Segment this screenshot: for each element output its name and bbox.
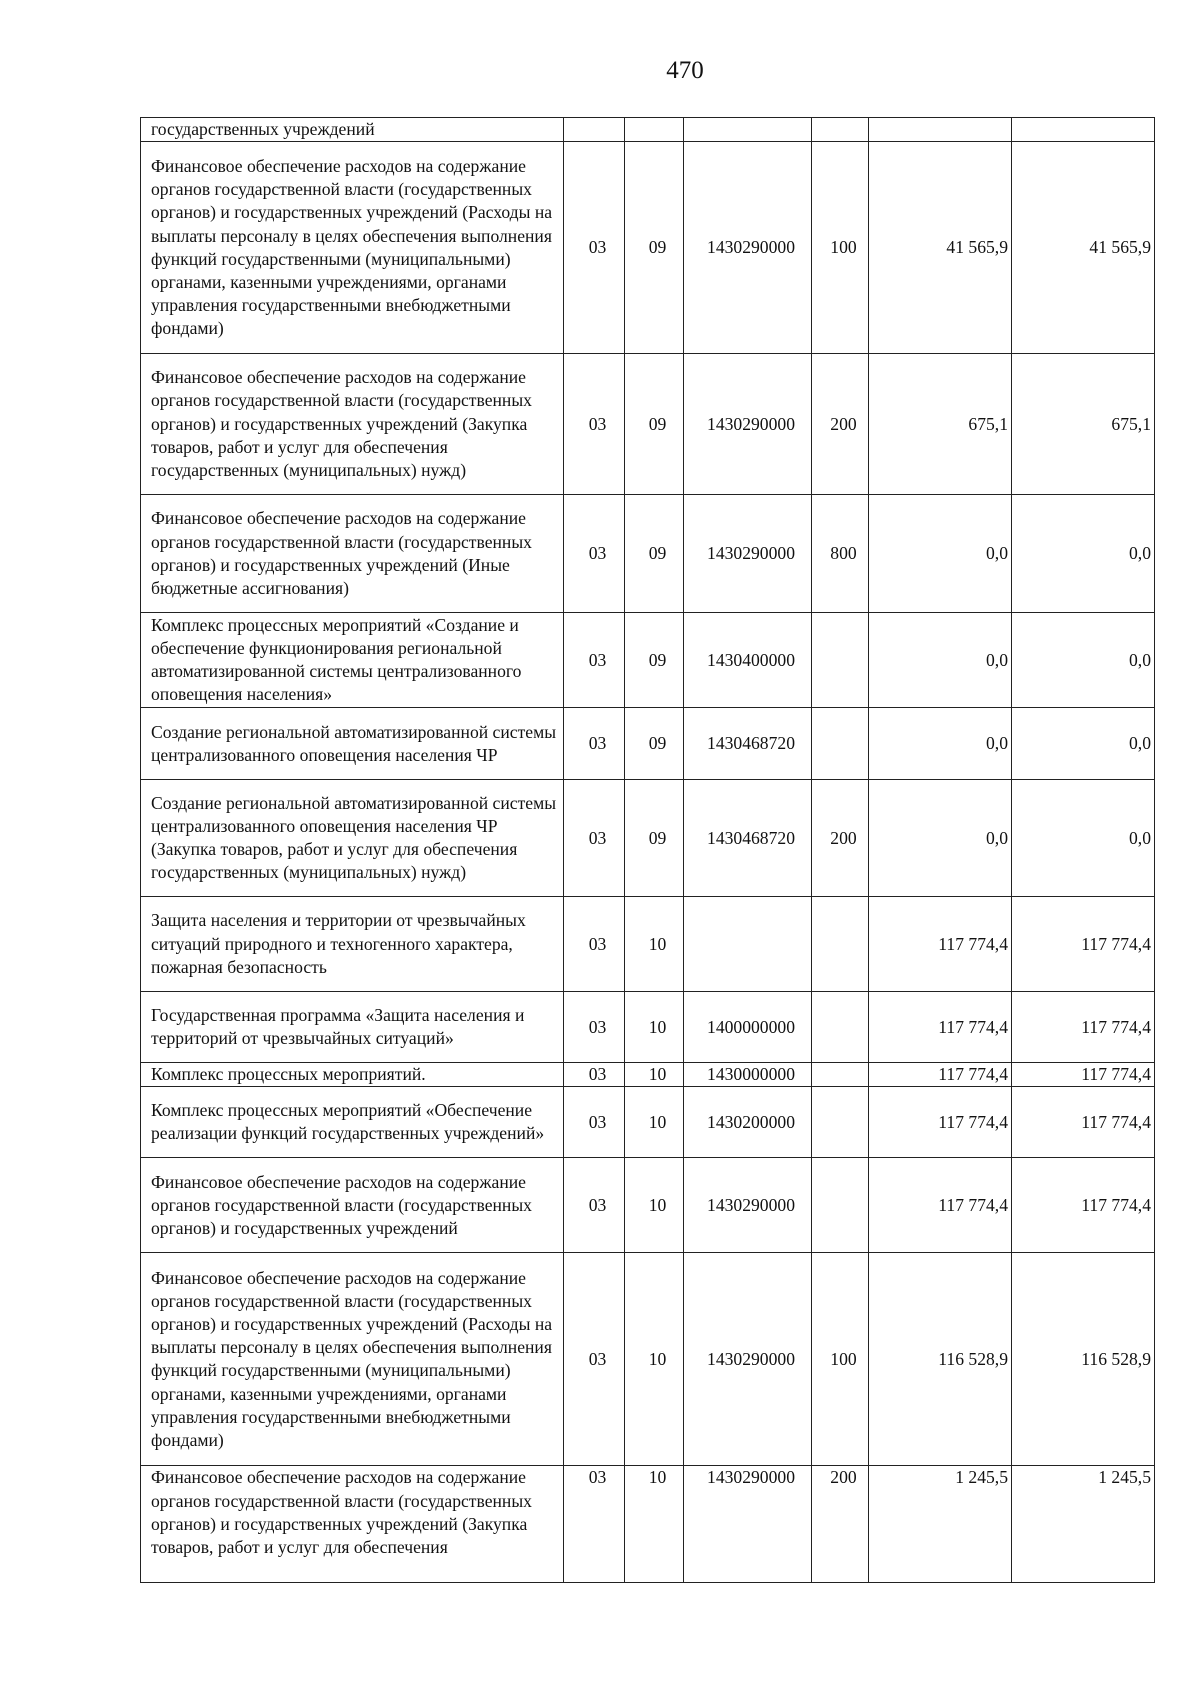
row-expense-type: 800	[812, 495, 869, 613]
row-expense-type: 200	[812, 1466, 869, 1583]
table-row	[141, 992, 1155, 1063]
table-row	[141, 118, 1155, 142]
row-subsection: 09	[625, 780, 684, 897]
row-target-article: 1430290000	[684, 142, 812, 354]
row-description: государственных учреждений	[141, 118, 564, 142]
row-target-article: 1430468720	[684, 780, 812, 897]
row-target-article: 1430290000	[684, 1158, 812, 1253]
row-amount-2: 117 774,4	[1012, 897, 1155, 992]
row-target-article: 1430290000	[684, 1253, 812, 1466]
row-expense-type	[812, 1158, 869, 1253]
row-subsection: 09	[625, 613, 684, 708]
row-amount-1: 117 774,4	[869, 1158, 1012, 1253]
row-description: Создание региональной автоматизированной системы централизованного оповещения населения ЧР	[141, 708, 564, 780]
table-row	[141, 708, 1155, 780]
row-description: Комплекс процессных мероприятий «Создание и обеспечение функционирования региональной автоматизированной системы централизованного оповещения населения»	[141, 613, 564, 708]
row-subsection: 09	[625, 495, 684, 613]
row-amount-2: 117 774,4	[1012, 1158, 1155, 1253]
row-section	[564, 118, 625, 142]
row-description: Финансовое обеспечение расходов на содержание органов государственной власти (государственных органов) и государственных учреждений	[141, 1158, 564, 1253]
row-target-article: 1430200000	[684, 1087, 812, 1158]
row-section: 03	[564, 897, 625, 992]
row-description: Финансовое обеспечение расходов на содержание органов государственной власти (государственных органов) и государственных учреждений (Иные бюджетные ассигнования)	[141, 495, 564, 613]
row-amount-2: 1 245,5	[1012, 1466, 1155, 1583]
row-section: 03	[564, 495, 625, 613]
row-description: Финансовое обеспечение расходов на содержание органов государственной власти (государственных органов) и государственных учреждений (Расходы на выплаты персоналу в целях обеспечения выполнения функций государственными (муниципальными) органами, казенными учреждениями, органами управления государственными внебюджетными фондами)	[141, 142, 564, 354]
row-section: 03	[564, 1253, 625, 1466]
row-target-article	[684, 897, 812, 992]
row-subsection: 10	[625, 1466, 684, 1583]
row-description: Комплекс процессных мероприятий.	[141, 1063, 564, 1087]
table-row	[141, 1466, 1155, 1583]
row-section: 03	[564, 1087, 625, 1158]
row-expense-type	[812, 708, 869, 780]
row-amount-2: 117 774,4	[1012, 1063, 1155, 1087]
row-target-article: 1430000000	[684, 1063, 812, 1087]
table-row	[141, 1253, 1155, 1466]
row-amount-1: 0,0	[869, 613, 1012, 708]
row-subsection: 09	[625, 142, 684, 354]
row-expense-type	[812, 1087, 869, 1158]
row-target-article: 1430290000	[684, 495, 812, 613]
table-row	[141, 780, 1155, 897]
row-target-article: 1430400000	[684, 613, 812, 708]
row-expense-type: 200	[812, 354, 869, 495]
row-expense-type	[812, 1063, 869, 1087]
row-subsection: 09	[625, 354, 684, 495]
row-section: 03	[564, 354, 625, 495]
row-amount-2: 0,0	[1012, 613, 1155, 708]
row-subsection: 10	[625, 1158, 684, 1253]
row-expense-type: 100	[812, 1253, 869, 1466]
row-subsection: 10	[625, 1253, 684, 1466]
row-amount-2: 0,0	[1012, 495, 1155, 613]
row-subsection: 10	[625, 897, 684, 992]
row-amount-2: 116 528,9	[1012, 1253, 1155, 1466]
row-amount-2: 117 774,4	[1012, 992, 1155, 1063]
row-description: Создание региональной автоматизированной системы централизованного оповещения населения ЧР (Закупка товаров, работ и услуг для обеспечения государственных (муниципальных) нужд)	[141, 780, 564, 897]
row-amount-2: 0,0	[1012, 780, 1155, 897]
row-amount-1	[869, 118, 1012, 142]
row-description: Защита населения и территории от чрезвычайных ситуаций природного и техногенного характера, пожарная безопасность	[141, 897, 564, 992]
row-amount-1: 41 565,9	[869, 142, 1012, 354]
row-amount-1: 117 774,4	[869, 1087, 1012, 1158]
row-expense-type: 200	[812, 780, 869, 897]
row-expense-type: 100	[812, 142, 869, 354]
page-number: 470	[666, 57, 704, 84]
row-subsection	[625, 118, 684, 142]
table-row	[141, 1087, 1155, 1158]
row-section: 03	[564, 613, 625, 708]
row-subsection: 09	[625, 708, 684, 780]
row-subsection: 10	[625, 1063, 684, 1087]
row-amount-1: 0,0	[869, 495, 1012, 613]
row-expense-type	[812, 118, 869, 142]
row-section: 03	[564, 708, 625, 780]
row-section: 03	[564, 1063, 625, 1087]
row-amount-1: 117 774,4	[869, 992, 1012, 1063]
row-target-article	[684, 118, 812, 142]
row-amount-2: 675,1	[1012, 354, 1155, 495]
row-amount-1: 116 528,9	[869, 1253, 1012, 1466]
table-row	[141, 354, 1155, 495]
row-amount-1: 0,0	[869, 780, 1012, 897]
row-amount-2: 0,0	[1012, 708, 1155, 780]
row-expense-type	[812, 992, 869, 1063]
row-expense-type	[812, 613, 869, 708]
row-target-article: 1430290000	[684, 354, 812, 495]
table-row	[141, 1063, 1155, 1087]
row-amount-1: 0,0	[869, 708, 1012, 780]
row-subsection: 10	[625, 1087, 684, 1158]
row-section: 03	[564, 1466, 625, 1583]
row-amount-1: 1 245,5	[869, 1466, 1012, 1583]
row-target-article: 1430290000	[684, 1466, 812, 1583]
row-section: 03	[564, 142, 625, 354]
row-section: 03	[564, 780, 625, 897]
table-row	[141, 1158, 1155, 1253]
row-section: 03	[564, 992, 625, 1063]
row-amount-2: 117 774,4	[1012, 1087, 1155, 1158]
row-description: Финансовое обеспечение расходов на содержание органов государственной власти (государственных органов) и государственных учреждений (Закупка товаров, работ и услуг для обеспечения государственных (муниципальных) нужд)	[141, 354, 564, 495]
table-row	[141, 897, 1155, 992]
row-amount-1: 117 774,4	[869, 897, 1012, 992]
row-amount-2	[1012, 118, 1155, 142]
table-row	[141, 142, 1155, 354]
row-description: Финансовое обеспечение расходов на содержание органов государственной власти (государственных органов) и государственных учреждений (Расходы на выплаты персоналу в целях обеспечения выполнения функций государственными (муниципальными) органами, казенными учреждениями, органами управления государственными внебюджетными фондами)	[141, 1253, 564, 1466]
row-amount-2: 41 565,9	[1012, 142, 1155, 354]
table-row	[141, 495, 1155, 613]
row-section: 03	[564, 1158, 625, 1253]
row-description: Комплекс процессных мероприятий «Обеспечение реализации функций государственных учреждений»	[141, 1087, 564, 1158]
row-description: Финансовое обеспечение расходов на содержание органов государственной власти (государственных органов) и государственных учреждений (Закупка товаров, работ и услуг для обеспечения	[141, 1466, 564, 1583]
row-amount-1: 117 774,4	[869, 1063, 1012, 1087]
row-expense-type	[812, 897, 869, 992]
row-description: Государственная программа «Защита населения и территорий от чрезвычайных ситуаций»	[141, 992, 564, 1063]
row-subsection: 10	[625, 992, 684, 1063]
budget-table	[140, 117, 1155, 1583]
row-target-article: 1400000000	[684, 992, 812, 1063]
row-amount-1: 675,1	[869, 354, 1012, 495]
table-row	[141, 613, 1155, 708]
row-target-article: 1430468720	[684, 708, 812, 780]
